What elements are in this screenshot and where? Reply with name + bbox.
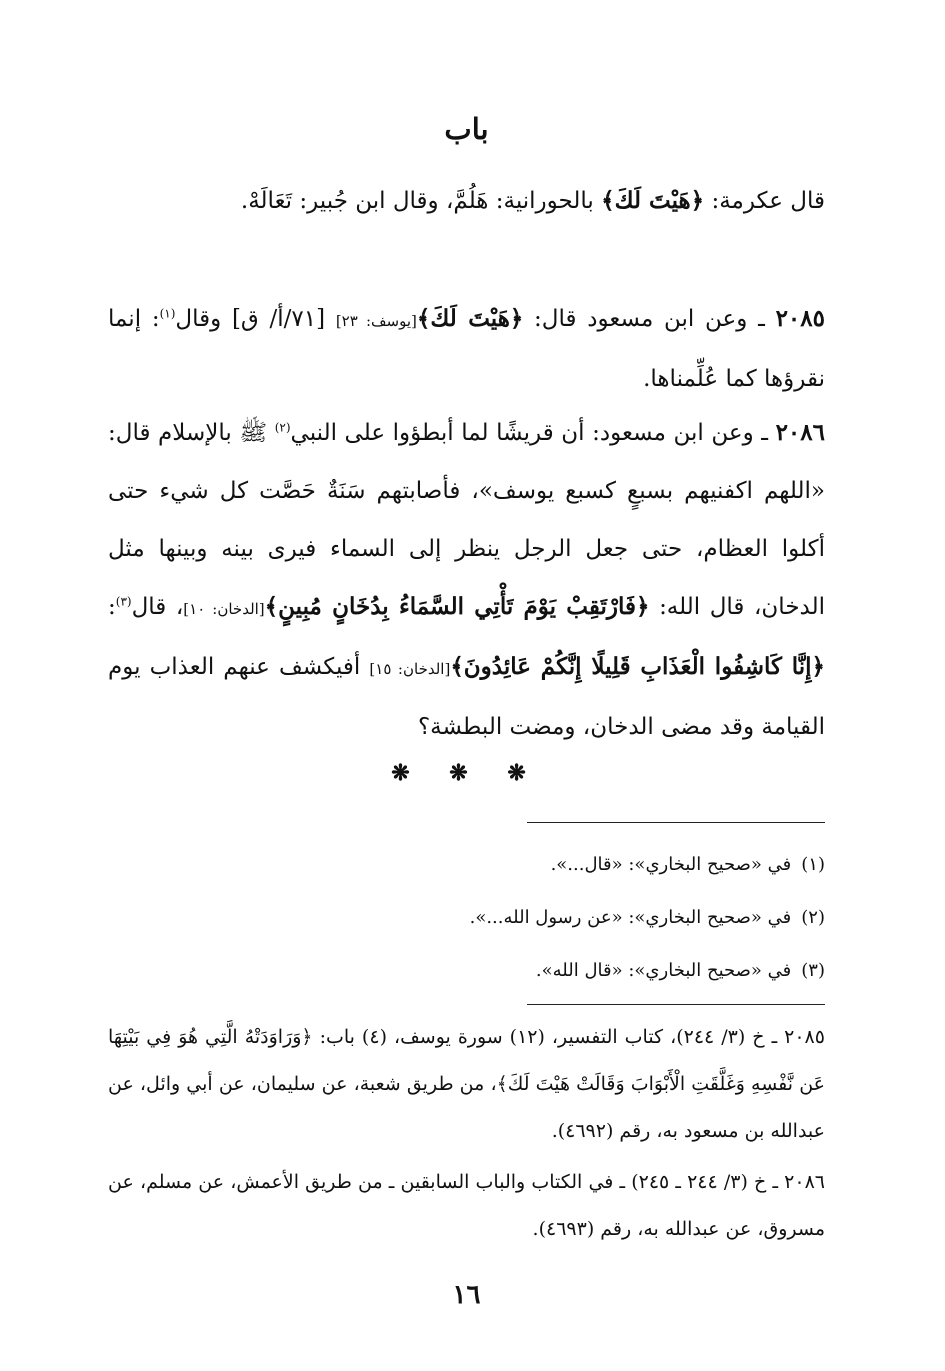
book-page — [108, 0, 825, 1371]
footnote-marker[interactable]: (٢) — [274, 420, 291, 435]
hadith-text: ـ وعن ابن مسعود قال: — [523, 306, 776, 332]
hadith-text: ﷺ بالإسلام قال: «اللهم اكفنيهم بسبعٍ كسبع يوسف»، فأصابتهم سَنَةٌ حَصَّت كل شيء حتى أكلوا العظام، حتى جعل الرجل ينظر إلى السماء فيرى بينه وبينها مثل الدخان، قال الله: — [108, 420, 826, 620]
footnote-number: (٣) — [801, 960, 825, 981]
footnote-text: في «صحيح البخاري»: «قال...». — [550, 854, 792, 875]
sources-divider — [527, 1004, 825, 1005]
verse-reference: [الدخان: ١٥] — [369, 660, 451, 678]
hadith-2085 — [108, 290, 825, 408]
footnote-item — [108, 838, 825, 891]
hadith-number: ٢٠٨٥ — [775, 305, 825, 332]
quran-quote: ﴿هَيْتَ لَكَ﴾ — [416, 305, 524, 332]
hadith-2086 — [108, 404, 825, 756]
footnote-number: (١) — [801, 854, 825, 875]
verse-reference: [يوسف: ٢٣] — [335, 312, 417, 330]
intro-text: قال عكرمة: — [704, 188, 825, 214]
hadith-text: ، قال — [131, 594, 184, 620]
section-separator: ❋ ❋ ❋ — [391, 760, 542, 786]
verse-reference: [الدخان: ١٠] — [183, 600, 265, 618]
source-entry: ٢٠٨٥ ـ خ (٣/ ٢٤٤)، كتاب التفسير، (١٢) سورة يوسف، (٤) باب: ﴿وَرَاوَدَتْهُ الَّتِي هُوَ فِي بَيْتِهَا عَن نَّفْسِهِ وَغَلَّقَتِ الْأَبْوَابَ وَقَالَتْ هَيْتَ لَكَ﴾، من طريق شعبة، عن سليمان، عن أبي وائل، عن عبدالله بن مسعود به، رقم (٤٦٩٢). — [108, 1026, 825, 1142]
intro-paragraph — [108, 172, 825, 230]
footnote-marker[interactable]: (٣) — [115, 594, 132, 609]
footnote-text: في «صحيح البخاري»: «عن رسول الله...». — [469, 907, 792, 928]
intro-text: بالحورانية: هَلُمَّ، وقال ابن جُبير: تَعَالَهْ. — [240, 188, 602, 214]
hadith-text: : — [108, 594, 116, 620]
source-entry: ٢٠٨٦ ـ خ (٣/ ٢٤٤ ـ ٢٤٥) ـ في الكتاب والباب السابقين ـ من طريق الأعمش، عن مسلم، عن مسروق، عن عبدالله به، رقم (٤٦٩٣). — [108, 1171, 825, 1240]
footnote-text: في «صحيح البخاري»: «قال الله». — [535, 960, 792, 981]
footnote-marker[interactable]: (١) — [159, 306, 176, 321]
footnote-item — [108, 891, 825, 944]
hadith-text: أفيكشف عنهم العذاب يوم القيامة وقد مضى الدخان، ومضت البطشة؟ — [108, 654, 825, 740]
chapter-title: باب — [444, 112, 489, 146]
quran-quote: ﴿إِنَّا كَاشِفُوا الْعَذَابِ قَلِيلًا إِنَّكُمْ عَائِدُونَ﴾ — [450, 653, 825, 680]
footnotes-list — [108, 838, 825, 997]
page-number: ١٦ — [452, 1280, 481, 1310]
quran-quote: ﴿فَارْتَقِبْ يَوْمَ تَأْتِي السَّمَاءُ بِدُخَانٍ مُبِينٍ﴾ — [264, 593, 650, 620]
hadith-text: : إنما نقرؤها كما عُلِّمناها. — [108, 306, 825, 392]
quran-quote: ﴿هَيْتَ لَكَ﴾ — [601, 187, 705, 214]
hadith-number: ٢٠٨٦ — [775, 419, 825, 446]
footnote-item — [108, 944, 825, 997]
hadith-text: [٧١/أ/ ق] وقال — [175, 306, 336, 332]
hadith-text: ـ وعن ابن مسعود: أن قريشًا لما أبطؤوا على النبي — [290, 420, 776, 446]
takhrij-sources — [108, 1014, 825, 1257]
footnote-divider — [527, 822, 825, 823]
footnote-number: (٢) — [801, 907, 825, 928]
